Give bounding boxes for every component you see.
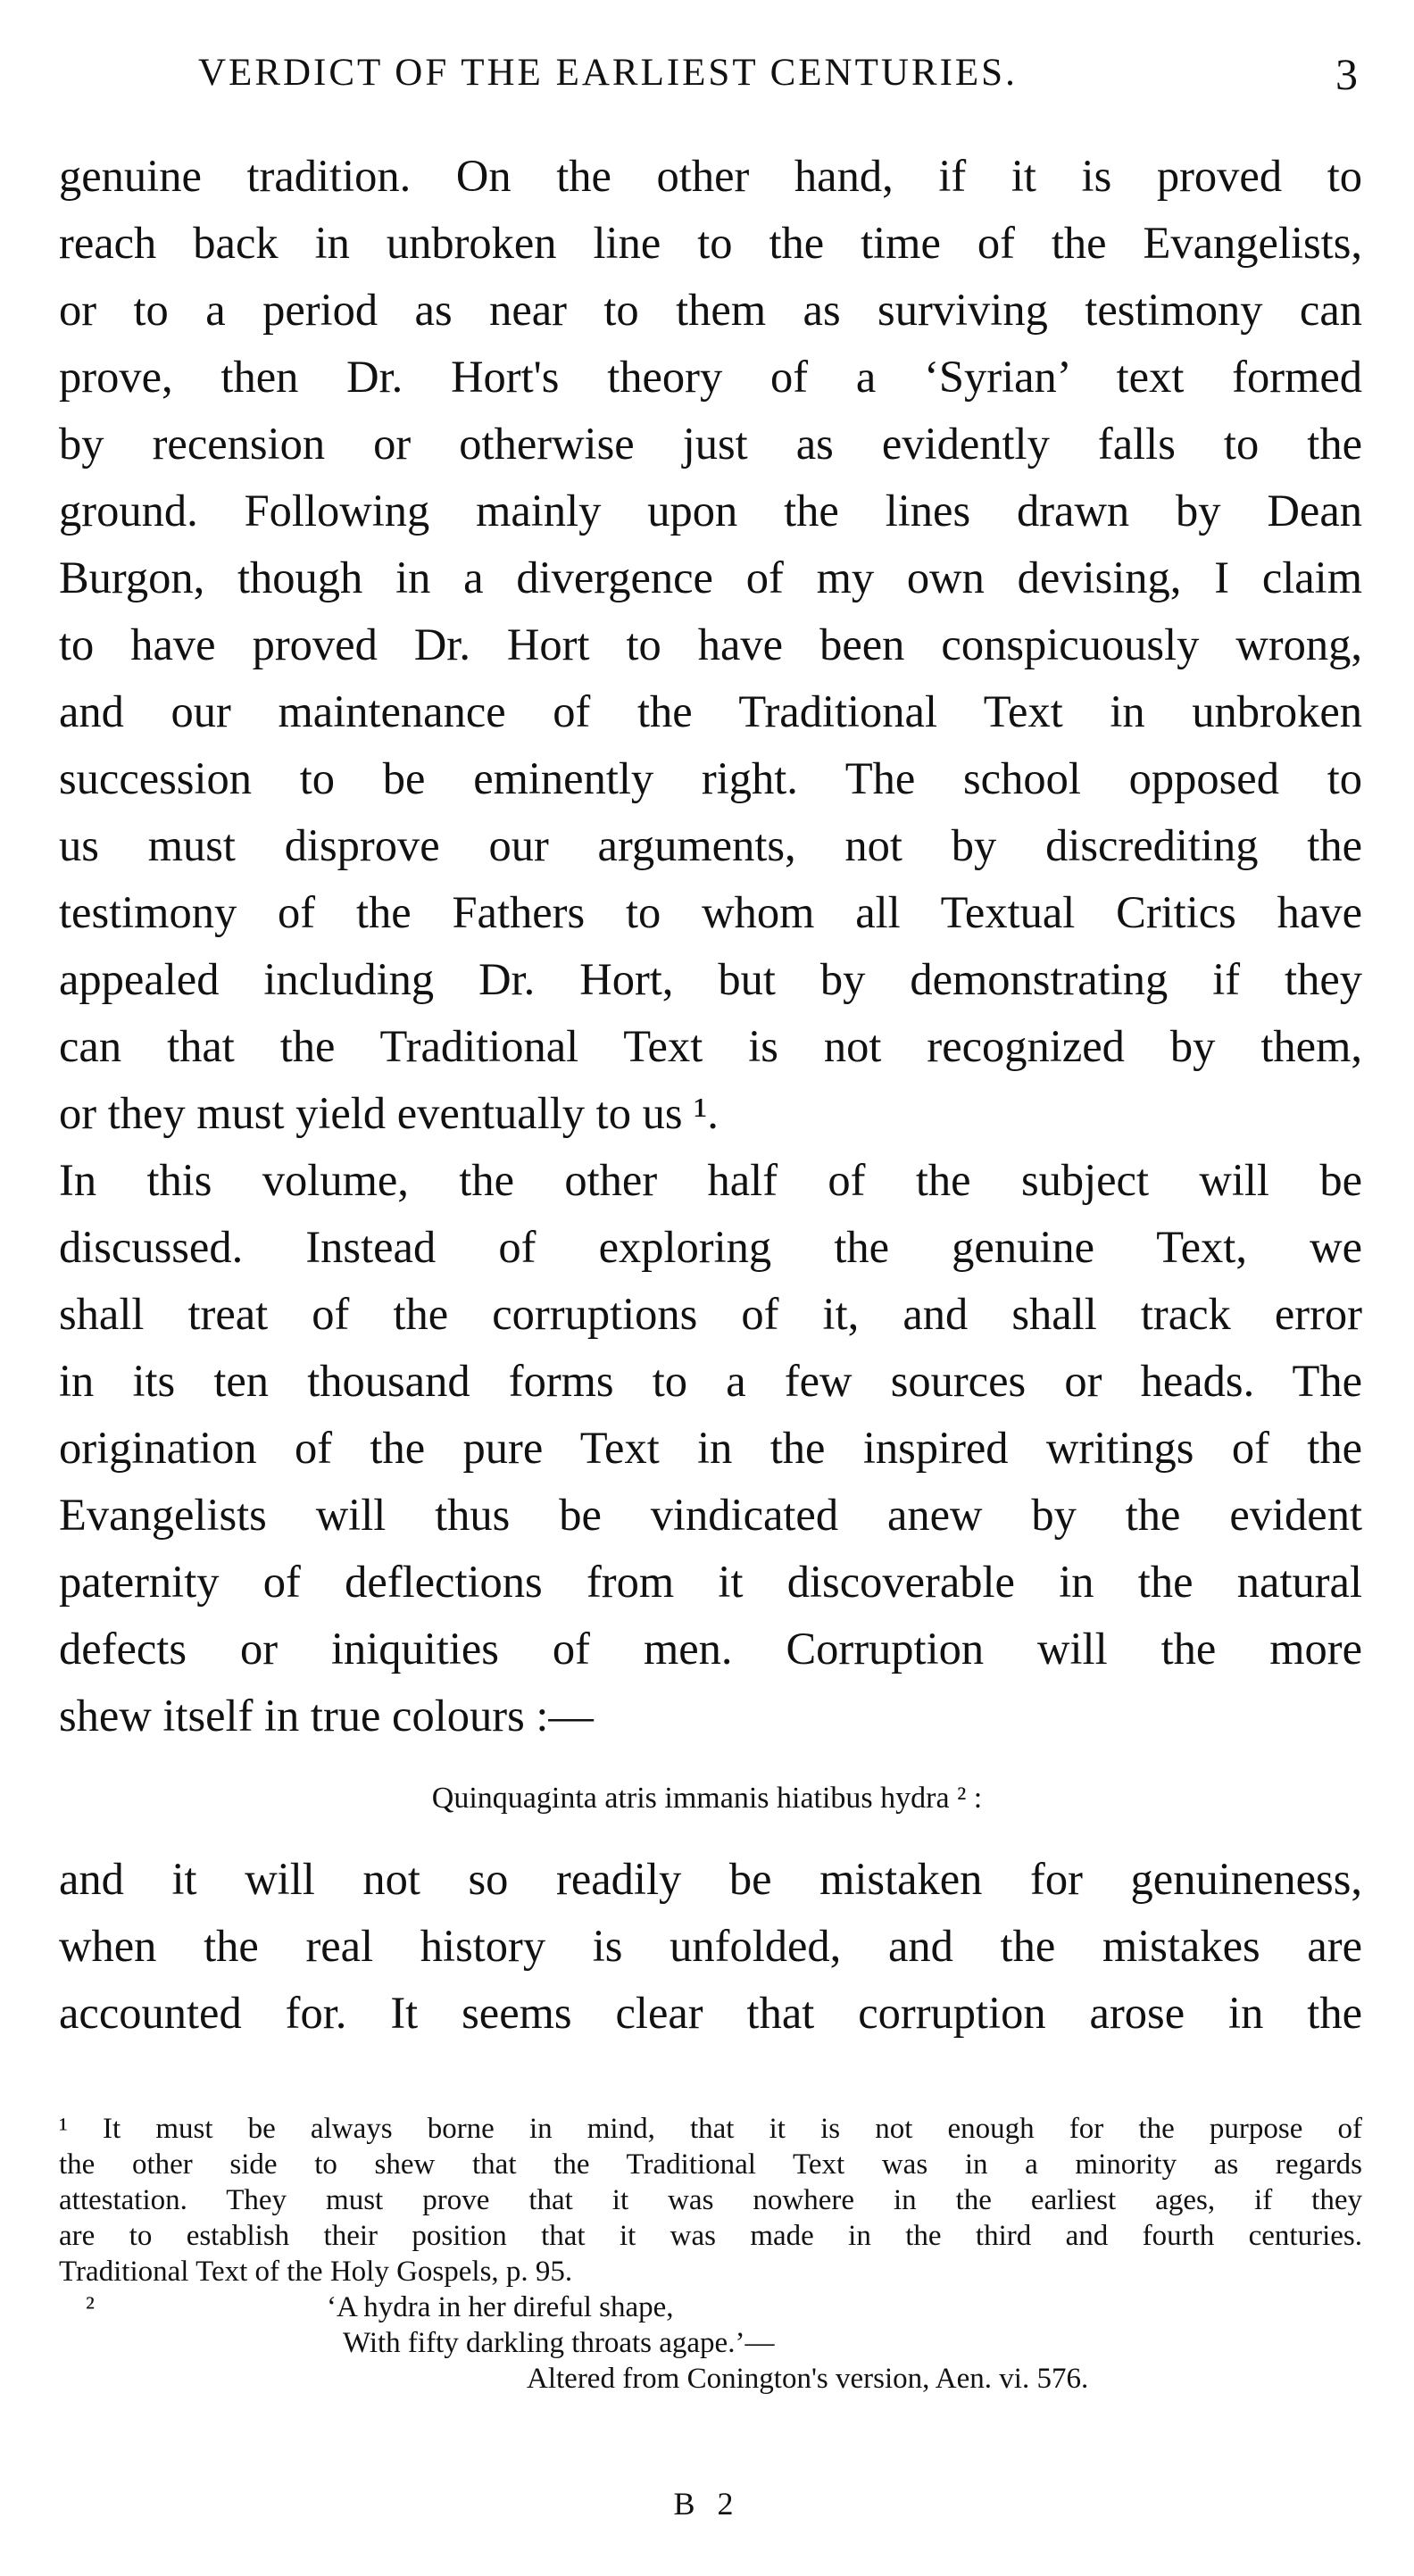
footnote-1 xyxy=(59,2111,1362,2289)
footnote-line: attestation. They must prove that it was nowhere in the earliest ages, if they xyxy=(59,2184,1362,2216)
text-line: shall treat of the corruptions of it, and shall track error xyxy=(59,1289,1362,1339)
footnote-2 xyxy=(59,2289,1362,2397)
page-number: 3 xyxy=(1335,49,1358,99)
text-line: defects or iniquities of men. Corruption will the more xyxy=(59,1624,1362,1674)
footnote-verse-line: ‘A hydra in her direful shape, xyxy=(327,2291,674,2323)
text-line: succession to be eminently right. The school opposed to xyxy=(59,753,1362,803)
footnotes xyxy=(59,2111,1362,2395)
text-line: or to a period as near to them as surviving testimony can xyxy=(59,285,1362,335)
footnote-line: the other side to shew that the Traditional Text was in a minority as regards xyxy=(59,2148,1362,2181)
text-line: by recension or otherwise just as evidently falls to the xyxy=(59,419,1362,469)
paragraph-after-verse xyxy=(59,1846,1362,2047)
paragraph-volume xyxy=(59,1147,1362,1749)
text-line: in its ten thousand forms to a few sources or heads. The xyxy=(59,1356,1362,1406)
text-line: Burgon, though in a divergence of my own devising, I claim xyxy=(59,553,1362,602)
text-line: to have proved Dr. Hort to have been conspicuously wrong, xyxy=(59,619,1362,669)
footnote-attribution: Altered from Conington's version, Aen. vi. 576. xyxy=(527,2363,1089,2395)
running-head xyxy=(0,39,1414,111)
text-line: reach back in unbroken line to the time of the Evangelists, xyxy=(59,218,1362,268)
text-line: shew itself in true colours :— xyxy=(59,1691,594,1741)
text-line: appealed including Dr. Hort, but by demonstrating if they xyxy=(59,954,1362,1004)
paragraph-continuation xyxy=(59,143,1362,1147)
text-line: us must disprove our arguments, not by discrediting the xyxy=(59,820,1362,870)
text-line: accounted for. It seems clear that corruption arose in the xyxy=(59,1988,1362,2038)
footnote-line: ¹ It must be always borne in mind, that it is not enough for the purpose of xyxy=(59,2113,1362,2145)
text-line: testimony of the Fathers to whom all Textual Critics have xyxy=(59,887,1362,937)
text-line: when the real history is unfolded, and the mistakes are xyxy=(59,1921,1362,1971)
text-line: In this volume, the other half of the subject will be xyxy=(59,1155,1362,1205)
text-line: and our maintenance of the Traditional Text in unbroken xyxy=(59,686,1362,736)
text-line: Evangelists will thus be vindicated anew by the evident xyxy=(59,1490,1362,1540)
latin-verse-quotation: Quinquaginta atris immanis hiatibus hydra ² : xyxy=(431,1782,983,1815)
text-line: paternity of deflections from it discoverable in the natural xyxy=(59,1557,1362,1607)
footnote-line: are to establish their position that it was made in the third and fourth centuries. xyxy=(59,2220,1362,2252)
text-line: discussed. Instead of exploring the genuine Text, we xyxy=(59,1222,1362,1272)
text-line: and it will not so readily be mistaken for genuineness, xyxy=(59,1854,1362,1904)
footnote-marker: ² xyxy=(86,2291,95,2323)
text-line: origination of the pure Text in the inspired writings of the xyxy=(59,1423,1362,1473)
signature-mark: B 2 xyxy=(673,2486,741,2522)
text-line: ground. Following mainly upon the lines drawn by Dean xyxy=(59,486,1362,536)
footnote-verse-line: With fifty darkling throats agape.’— xyxy=(343,2327,775,2359)
text-line: or they must yield eventually to us ¹. xyxy=(59,1088,719,1138)
text-line: genuine tradition. On the other hand, if it is proved to xyxy=(59,151,1362,201)
running-title: VERDICT OF THE EARLIEST CENTURIES. xyxy=(198,52,1018,94)
text-line: can that the Traditional Text is not recognized by them, xyxy=(59,1021,1362,1071)
footnote-line: Traditional Text of the Holy Gospels, p. 95. xyxy=(59,2256,573,2288)
text-line: prove, then Dr. Hort's theory of a ‘Syrian’ text formed xyxy=(59,352,1362,402)
